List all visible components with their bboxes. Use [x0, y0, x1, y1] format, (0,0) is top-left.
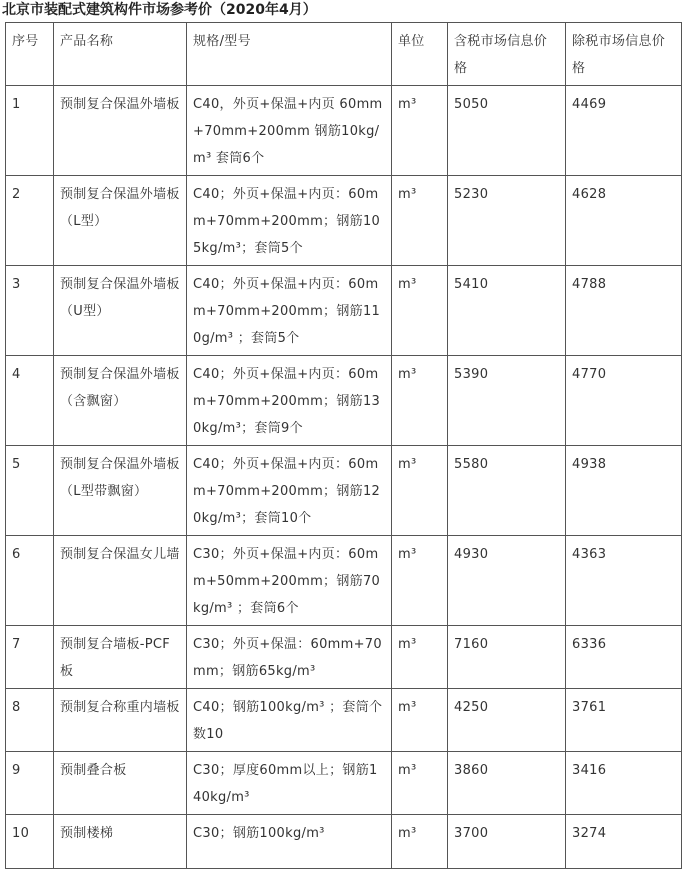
cell-price-tax: 3700 [448, 815, 566, 869]
cell-no: 1 [6, 86, 54, 176]
cell-unit: m³ [392, 626, 448, 689]
cell-spec: C40；外页+保温+内页：60mm+70mm+200mm；钢筋110g/m³ ；套筒5个 [187, 266, 392, 356]
cell-price-notax: 3274 [566, 815, 682, 869]
cell-unit: m³ [392, 446, 448, 536]
cell-price-notax: 4788 [566, 266, 682, 356]
cell-price-notax: 3416 [566, 752, 682, 815]
cell-unit: m³ [392, 176, 448, 266]
cell-price-tax: 5410 [448, 266, 566, 356]
cell-unit: m³ [392, 689, 448, 752]
cell-price-notax: 6336 [566, 626, 682, 689]
cell-no: 7 [6, 626, 54, 689]
cell-name: 预制复合保温外墙板（U型） [54, 266, 187, 356]
cell-price-notax: 4363 [566, 536, 682, 626]
table-row [6, 752, 682, 815]
cell-no: 6 [6, 536, 54, 626]
cell-spec: C30；厚度60mm以上；钢筋140kg/m³ [187, 752, 392, 815]
table-header-row [6, 23, 682, 86]
cell-unit: m³ [392, 356, 448, 446]
header-spec: 规格/型号 [187, 23, 392, 86]
cell-name: 预制复合保温外墙板（L型） [54, 176, 187, 266]
cell-name: 预制复合墙板-PCF板 [54, 626, 187, 689]
cell-price-tax: 4250 [448, 689, 566, 752]
header-price-notax: 除税市场信息价格 [566, 23, 682, 86]
table-row [6, 536, 682, 626]
table-row [6, 176, 682, 266]
cell-name: 预制复合保温外墙板 [54, 86, 187, 176]
cell-price-notax: 3761 [566, 689, 682, 752]
header-unit: 单位 [392, 23, 448, 86]
cell-spec: C30；外页+保温+内页：60mm+50mm+200mm；钢筋70kg/m³ ；套筒6个 [187, 536, 392, 626]
cell-unit: m³ [392, 266, 448, 356]
cell-no: 4 [6, 356, 54, 446]
cell-price-tax: 3860 [448, 752, 566, 815]
page-title: 北京市装配式建筑构件市场参考价（2020年4月） [2, 2, 317, 18]
cell-spec: C40；钢筋100kg/m³ ；套筒个数10 [187, 689, 392, 752]
cell-no: 10 [6, 815, 54, 869]
cell-name: 预制复合保温外墙板（含飘窗） [54, 356, 187, 446]
cell-no: 5 [6, 446, 54, 536]
header-price-tax: 含税市场信息价格 [448, 23, 566, 86]
cell-name: 预制叠合板 [54, 752, 187, 815]
cell-name: 预制楼梯 [54, 815, 187, 869]
cell-price-notax: 4628 [566, 176, 682, 266]
cell-no: 8 [6, 689, 54, 752]
header-no: 序号 [6, 23, 54, 86]
cell-name: 预制复合保温女儿墙 [54, 536, 187, 626]
table-row [6, 689, 682, 752]
cell-price-tax: 5390 [448, 356, 566, 446]
header-name: 产品名称 [54, 23, 187, 86]
cell-name: 预制复合称重内墙板 [54, 689, 187, 752]
cell-price-notax: 4770 [566, 356, 682, 446]
cell-unit: m³ [392, 86, 448, 176]
table-row [6, 626, 682, 689]
cell-spec: C30；外页+保温：60mm+70mm；钢筋65kg/m³ [187, 626, 392, 689]
table-row [6, 446, 682, 536]
cell-unit: m³ [392, 536, 448, 626]
cell-spec: C30；钢筋100kg/m³ [187, 815, 392, 869]
cell-price-tax: 5580 [448, 446, 566, 536]
cell-no: 9 [6, 752, 54, 815]
cell-unit: m³ [392, 815, 448, 869]
cell-spec: C40；外页+保温+内页：60mm+70mm+200mm；钢筋105kg/m³；套筒5个 [187, 176, 392, 266]
table-row [6, 266, 682, 356]
cell-spec: C40；外页+保温+内页：60mm+70mm+200mm；钢筋120kg/m³；套筒10个 [187, 446, 392, 536]
cell-price-tax: 4930 [448, 536, 566, 626]
table-row [6, 815, 682, 869]
cell-price-tax: 5050 [448, 86, 566, 176]
cell-price-notax: 4938 [566, 446, 682, 536]
cell-no: 3 [6, 266, 54, 356]
cell-spec: C40；外页+保温+内页：60mm+70mm+200mm；钢筋130kg/m³；套筒9个 [187, 356, 392, 446]
cell-price-tax: 7160 [448, 626, 566, 689]
table-row [6, 356, 682, 446]
cell-name: 预制复合保温外墙板（L型带飘窗） [54, 446, 187, 536]
cell-spec: C40，外页+保温+内页 60mm+70mm+200mm 钢筋10kg/m³ 套筒6个 [187, 86, 392, 176]
cell-price-notax: 4469 [566, 86, 682, 176]
cell-no: 2 [6, 176, 54, 266]
table-row [6, 86, 682, 176]
price-table [5, 22, 682, 869]
cell-price-tax: 5230 [448, 176, 566, 266]
cell-unit: m³ [392, 752, 448, 815]
